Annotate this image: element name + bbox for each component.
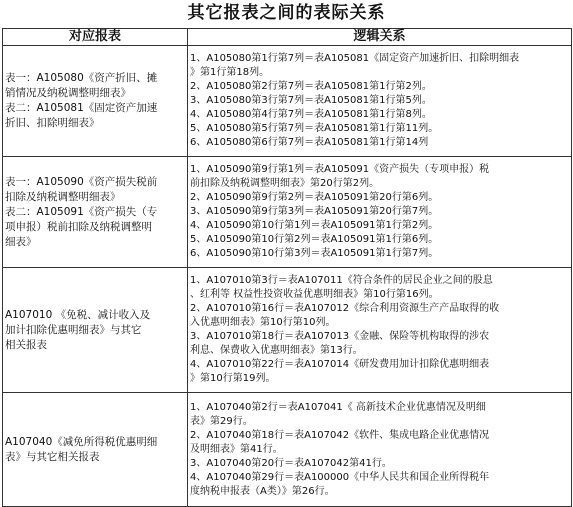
- logic-rule: [190, 219, 569, 233]
- logic-rule: [190, 52, 569, 80]
- report-name-line: A107010 《免税、减计收入及: [5, 308, 151, 321]
- report-name-cell: [3, 157, 188, 268]
- report-name-cell: [3, 268, 188, 393]
- logic-rule: [190, 302, 569, 330]
- report-name-line: 加计扣除优惠明细表》与其它: [5, 323, 142, 336]
- report-name-line: 销情况及纳税调整明细表》: [5, 87, 131, 99]
- report-name-line: 表》与其它相关报表: [5, 450, 100, 463]
- logic-rule: [190, 330, 569, 358]
- table-row: [3, 268, 572, 393]
- logic-rule: [190, 233, 569, 247]
- report-name-line: A107040《减免所得税优惠明细: [5, 435, 158, 448]
- logic-rule: [190, 457, 569, 471]
- report-name-cell: [3, 46, 188, 157]
- logic-rule: [190, 247, 569, 261]
- logic-rule: [190, 80, 569, 94]
- logic-rule-line: 》第10行第19列。: [190, 373, 276, 384]
- logic-rule-line: 及明细表》第41行。: [190, 443, 283, 455]
- logic-rule-line: 3、A105080第3行第7列＝表A105081第1行第5列。: [190, 95, 432, 106]
- logic-rule-line: 5、A105090第10行第2列＝表A105091第1行第6列。: [190, 234, 439, 245]
- table-body: [3, 46, 572, 507]
- logic-rule-line: 3、A105090第9行第3列＝表A105091第20行第7列。: [190, 206, 439, 217]
- logic-rule: [190, 136, 569, 150]
- report-name-line: 细表》: [5, 235, 37, 248]
- logic-rule-line: 2、A105090第9行第2列＝表A105091第20行第6列。: [190, 192, 439, 203]
- logic-rule: [190, 429, 569, 457]
- logic-rule-line: 4、A107040第29行＝表A100000《中华人民共和国企业所得税年: [190, 471, 490, 483]
- report-name-line: 折旧、扣除明细表》: [5, 117, 100, 129]
- logic-rule-line: 利息、保费收入优惠明细表》第13行。: [190, 345, 363, 356]
- logic-rule-line: 2、A105080第2行第7列＝表A105081第1行第2列。: [190, 81, 432, 92]
- header-corresponding-report: 对应报表: [3, 29, 188, 46]
- report-name-line: 项申报）税前扣除及纳税调整明: [5, 220, 152, 233]
- report-name-line: 表二：A105091《资产损失（专: [5, 205, 158, 218]
- logic-rule: [190, 122, 569, 136]
- logic-rules-cell: [188, 268, 572, 393]
- relationship-table: [2, 28, 572, 507]
- page-title: 其它报表之间的表际关系: [187, 3, 386, 23]
- logic-rule-line: 入优惠明细表》第10行第10列。: [190, 317, 336, 328]
- logic-rules-cell: [188, 393, 572, 507]
- report-name-line: 表二：A105081《固定资产加速: [5, 102, 158, 114]
- logic-rule-line: 1、A105090第9行第1列＝表A105091《资产损失（专项申报）税: [190, 164, 490, 175]
- table-row: [3, 46, 572, 157]
- logic-rule-line: 5、A105080第5行第7列＝表A105081第1行第11列。: [190, 123, 439, 134]
- logic-rule: [190, 401, 569, 429]
- logic-rule-line: 2、A107010第16行＝表A107012《综合利用资源生产产品取得的收: [190, 303, 500, 314]
- report-name-line: 相关报表: [5, 338, 47, 351]
- logic-rule-line: 2、A107040第18行＝表A107042《软件、集成电路企业优惠情况: [190, 429, 490, 441]
- report-name-line: 表一：A105080《资产折旧、摊: [5, 72, 158, 84]
- logic-rule-line: 表》第29行。: [190, 415, 253, 427]
- logic-rule: [190, 471, 569, 499]
- logic-rule-line: 6、A105090第10行第3列＝表A105091第1行第7列。: [190, 248, 439, 259]
- header-logical-relation: 逻辑关系: [188, 29, 572, 46]
- logic-rule-line: 前扣除及纳税调整明细表》第20行第2列。: [190, 178, 380, 189]
- logic-rule-line: 度纳税申报表（A类）》第26行。: [190, 485, 335, 497]
- logic-rules-cell: [188, 157, 572, 268]
- logic-rule-line: 3、A107010第18行＝表A107013《金融、保险等机构取得的涉农: [190, 331, 490, 342]
- logic-rule: [190, 274, 569, 302]
- logic-rule-line: 4、A107010第22行＝表A107014《研发费用加计扣除优惠明细表: [190, 359, 490, 370]
- table-row: [3, 393, 572, 507]
- report-name-line: 表一：A105090《资产损失税前: [5, 175, 158, 188]
- logic-rule-line: 1、A107010第3行＝表A107011《符合条件的居民企业之间的股息: [190, 275, 493, 286]
- logic-rule: [190, 205, 569, 219]
- logic-rule: [190, 108, 569, 122]
- logic-rules-cell: [188, 46, 572, 157]
- report-name-line: 扣除及纳税调整明细表》: [5, 190, 121, 203]
- table-row: [3, 157, 572, 268]
- logic-rule-line: 1、A105080第1行第7列＝表A105081《固定资产加速折旧、扣除明细表: [190, 53, 520, 64]
- logic-rule: [190, 191, 569, 205]
- logic-rule: [190, 94, 569, 108]
- table-header-row: [3, 29, 572, 46]
- report-name-cell: [3, 393, 188, 507]
- logic-rule-line: 》第1行第18列。: [190, 67, 270, 78]
- logic-rule-line: 、红利等 权益性投资收益优惠明细表》第10行第16列。: [190, 289, 439, 300]
- logic-rule-line: 3、A107040第20行＝表A107042第41行。: [190, 457, 392, 469]
- logic-rule-line: 4、A105080第4行第7列＝表A105081第1行第8列。: [190, 109, 432, 120]
- logic-rule: [190, 358, 569, 386]
- logic-rule-line: 4、A105090第10行第1列＝表A105091第1行第2列。: [190, 220, 439, 231]
- logic-rule-line: 6、A105080第6行第7列＝表A105081第1行第14列: [190, 137, 429, 148]
- logic-rule-line: 1、A107040第2行＝表A107041《 高新技术企业优惠情况及明细: [190, 401, 486, 413]
- logic-rule: [190, 163, 569, 191]
